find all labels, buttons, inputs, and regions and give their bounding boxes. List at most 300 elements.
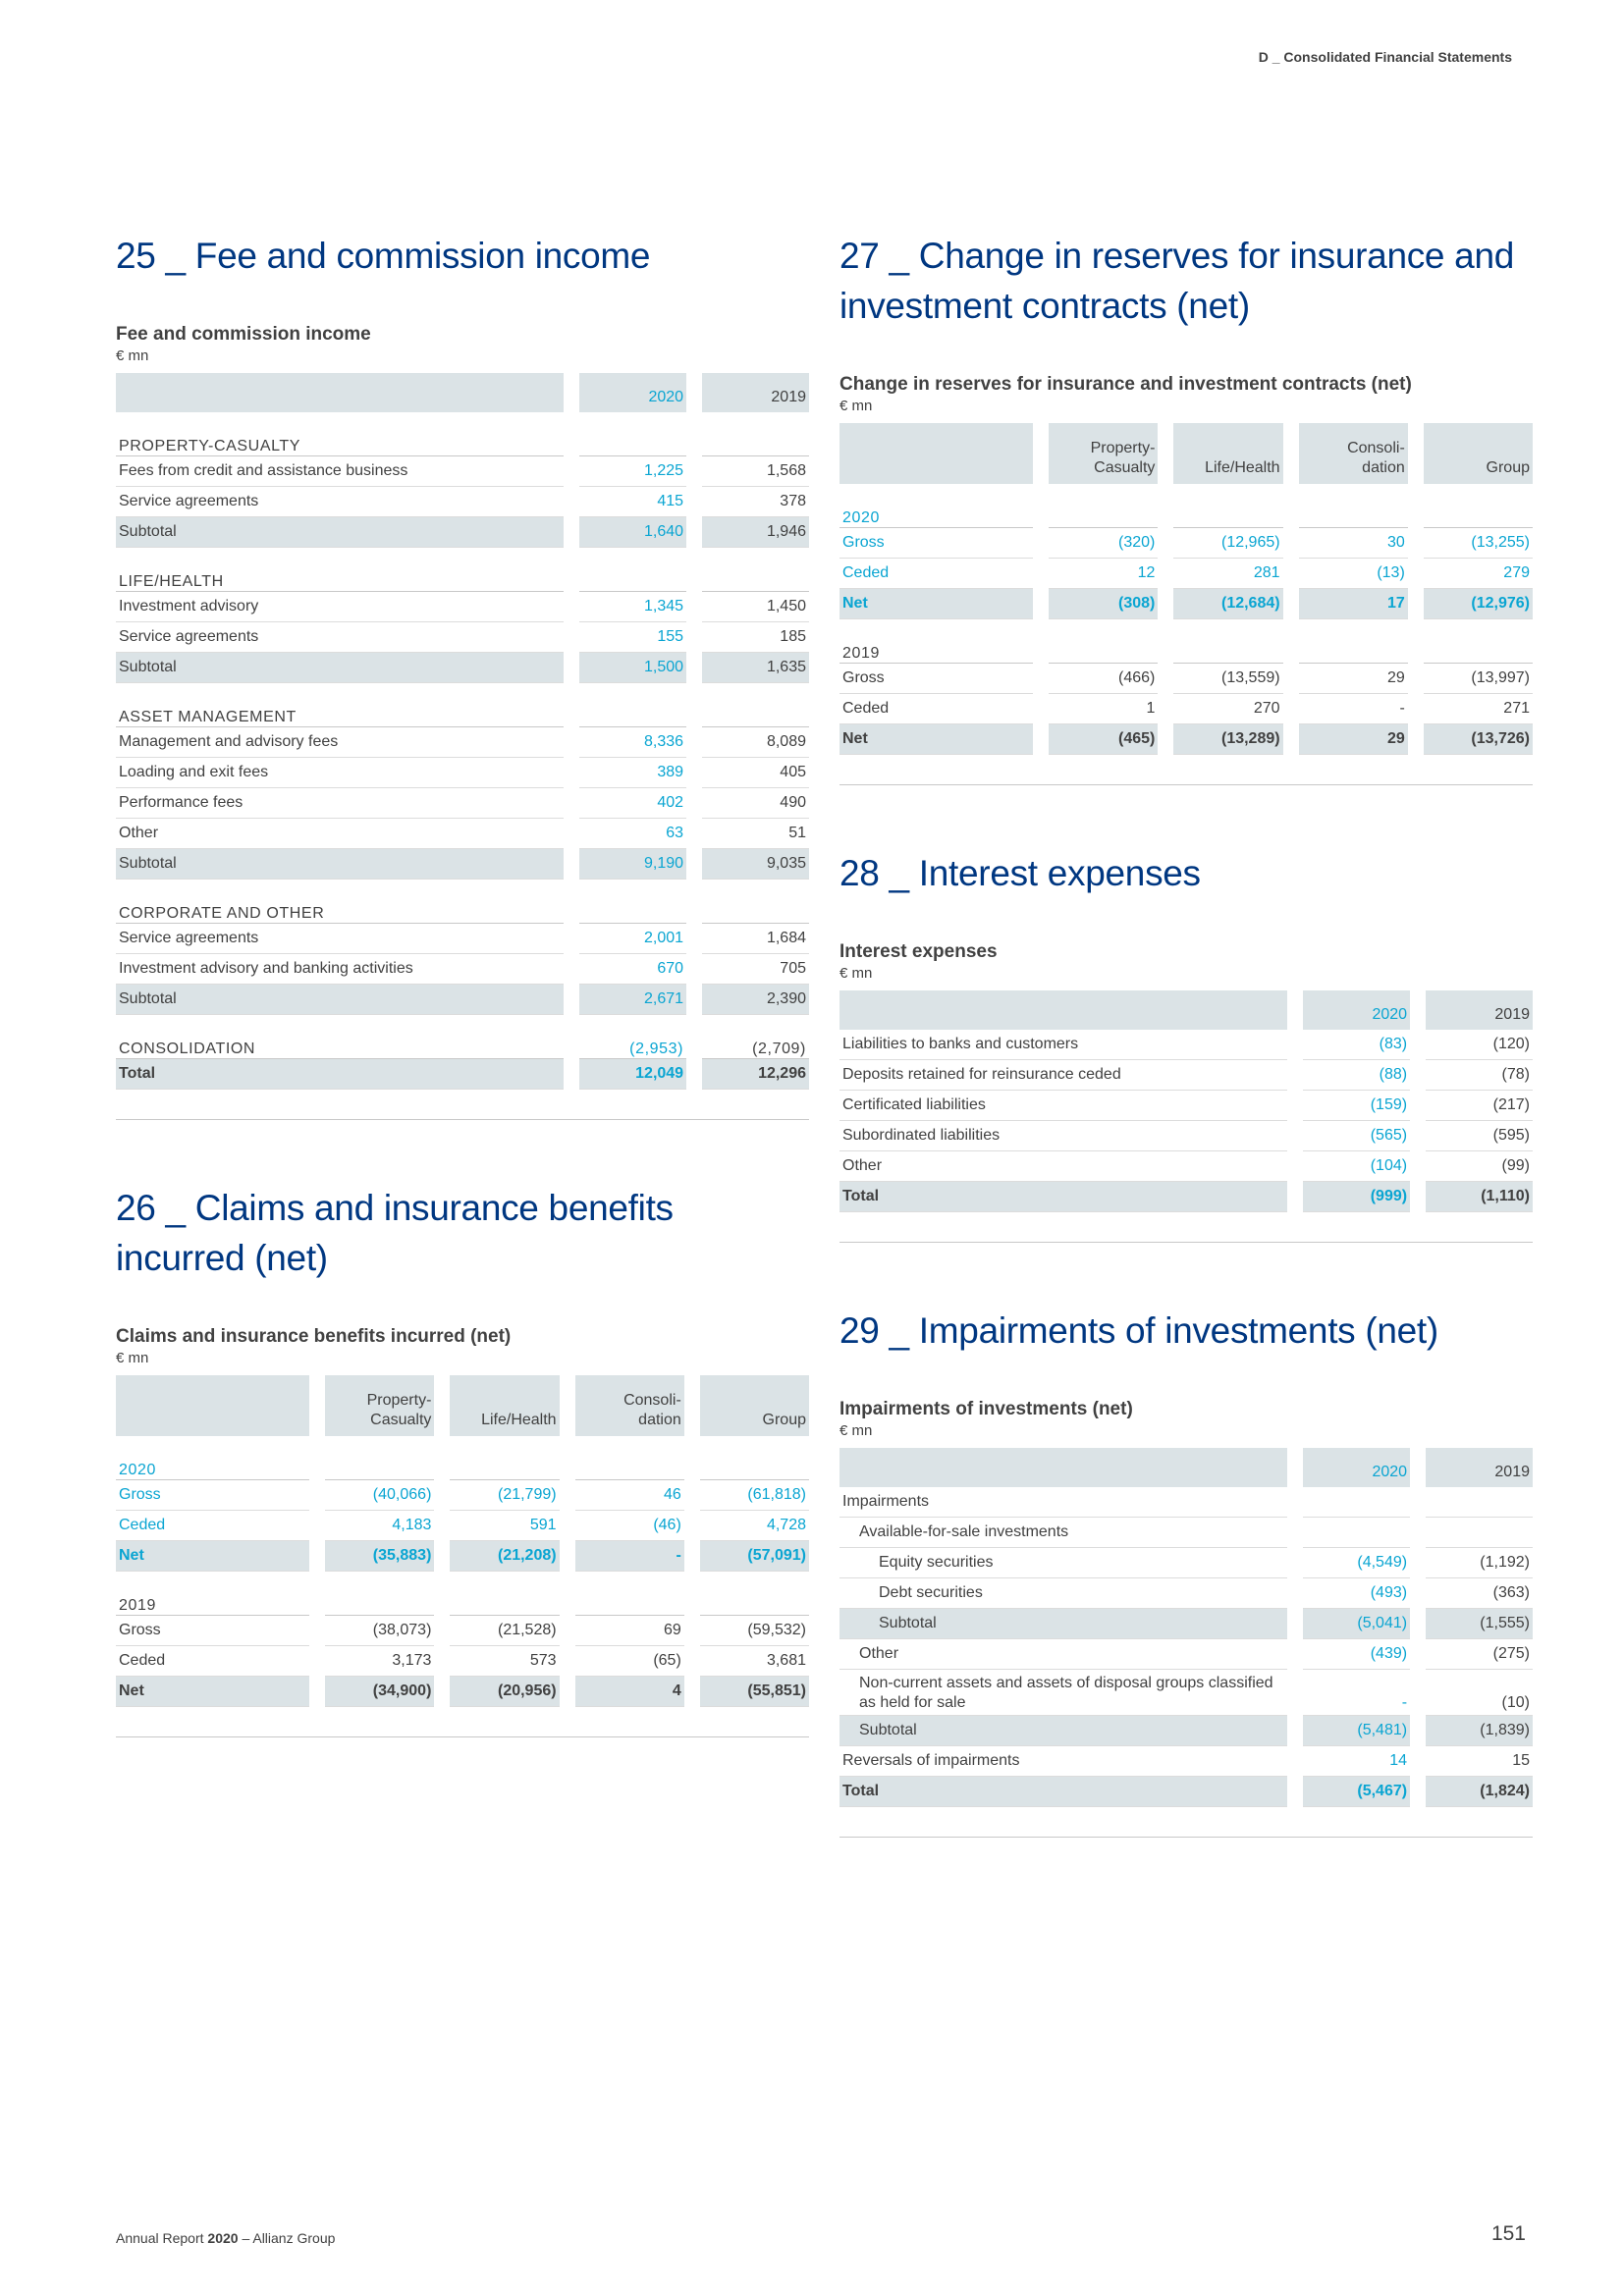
s25-table-title: Fee and commission income bbox=[116, 324, 371, 345]
empty-cell bbox=[702, 893, 809, 924]
value-2020: (493) bbox=[1303, 1578, 1410, 1609]
spacer-cell bbox=[579, 1015, 686, 1029]
spacer-cell bbox=[116, 880, 564, 893]
net-row bbox=[116, 1541, 809, 1572]
section-27-title: 27 _ Change in reserves for insurance and investment contracts (net) bbox=[839, 236, 1515, 326]
row-label: Subtotal bbox=[116, 517, 564, 548]
value-cell: (13,289) bbox=[1173, 724, 1282, 755]
value-cell: (21,208) bbox=[450, 1541, 559, 1572]
header-2020: 2020 bbox=[579, 373, 686, 412]
value-2020: 2,671 bbox=[579, 985, 686, 1015]
spacer-cell bbox=[450, 1436, 559, 1450]
group-label: CORPORATE AND OTHER bbox=[116, 893, 564, 924]
value-cell: 69 bbox=[575, 1616, 684, 1646]
group-header-row bbox=[116, 561, 809, 592]
value-2019: (2,709) bbox=[702, 1029, 809, 1059]
empty-cell bbox=[1299, 498, 1408, 528]
net-row bbox=[839, 724, 1533, 755]
value-2019: (99) bbox=[1426, 1151, 1533, 1182]
value-cell: 4,183 bbox=[325, 1511, 434, 1541]
spacer-cell bbox=[1299, 484, 1408, 498]
table-row bbox=[839, 1091, 1533, 1121]
row-label: Gross bbox=[839, 528, 1033, 559]
table-row bbox=[116, 924, 809, 954]
s26-table-title: Claims and insurance benefits incurred (net) bbox=[116, 1326, 512, 1347]
table-row bbox=[116, 1511, 809, 1541]
impairments-table bbox=[824, 1448, 1548, 1807]
subtotal-row bbox=[839, 1609, 1533, 1639]
row-label: Ceded bbox=[839, 694, 1033, 724]
s26-unit: € mn bbox=[116, 1350, 149, 1366]
value-cell: (12,684) bbox=[1173, 589, 1282, 619]
empty-cell bbox=[579, 893, 686, 924]
spacer-cell bbox=[702, 412, 809, 426]
group-header-row bbox=[116, 426, 809, 456]
row-label: Performance fees bbox=[116, 788, 564, 819]
spacer-cell bbox=[579, 412, 686, 426]
value-2019: 378 bbox=[702, 487, 809, 517]
value-2019: 1,946 bbox=[702, 517, 809, 548]
table-row bbox=[116, 788, 809, 819]
spacer-cell bbox=[1424, 619, 1533, 633]
value-2020: (5,041) bbox=[1303, 1609, 1410, 1639]
value-cell: 573 bbox=[450, 1646, 559, 1677]
empty-cell bbox=[579, 697, 686, 727]
row-label: Ceded bbox=[839, 559, 1033, 589]
value-2019: (1,824) bbox=[1426, 1777, 1533, 1807]
year-label: 2019 bbox=[116, 1585, 309, 1616]
footer-suffix: – Allianz Group bbox=[238, 2230, 336, 2246]
row-label: Other bbox=[839, 1639, 1287, 1670]
spacer-cell bbox=[1173, 484, 1282, 498]
value-2020: 14 bbox=[1303, 1746, 1410, 1777]
header-life-health: Life/Health bbox=[450, 1375, 559, 1436]
value-2020: 670 bbox=[579, 954, 686, 985]
spacer-cell bbox=[1049, 619, 1158, 633]
s27-table-title: Change in reserves for insurance and investment contracts (net) bbox=[839, 374, 1412, 395]
group-label: LIFE/HEALTH bbox=[116, 561, 564, 592]
spacer-cell bbox=[839, 619, 1033, 633]
spacer-cell bbox=[116, 412, 564, 426]
table-row bbox=[116, 1616, 809, 1646]
spacer-cell bbox=[579, 548, 686, 561]
section-28-title: 28 _ Interest expenses bbox=[839, 853, 1201, 893]
value-2019: 490 bbox=[702, 788, 809, 819]
empty-cell bbox=[1424, 498, 1533, 528]
value-cell: (55,851) bbox=[700, 1677, 809, 1707]
spacer-row bbox=[839, 619, 1533, 633]
spacer-cell bbox=[116, 548, 564, 561]
value-2020: (2,953) bbox=[579, 1029, 686, 1059]
table-row bbox=[839, 528, 1533, 559]
spacer-cell bbox=[1173, 619, 1282, 633]
row-label: Loading and exit fees bbox=[116, 758, 564, 788]
header-consolidation: Consoli- dation bbox=[1299, 423, 1408, 484]
value-cell: (59,532) bbox=[700, 1616, 809, 1646]
footer-report-title bbox=[116, 2230, 335, 2246]
value-cell: (13,726) bbox=[1424, 724, 1533, 755]
subtotal-row bbox=[839, 1716, 1533, 1746]
table-row bbox=[839, 1639, 1533, 1670]
year-row bbox=[839, 498, 1533, 528]
header-property-casualty: Property- Casualty bbox=[1049, 423, 1158, 484]
header-label bbox=[116, 1375, 309, 1436]
spacer-cell bbox=[116, 1436, 309, 1450]
section-29-title: 29 _ Impairments of investments (net) bbox=[839, 1310, 1438, 1351]
right-column bbox=[839, 231, 1533, 1838]
value-cell: 17 bbox=[1299, 589, 1408, 619]
value-2019: 9,035 bbox=[702, 849, 809, 880]
value-2019: 2,390 bbox=[702, 985, 809, 1015]
table-row bbox=[839, 1578, 1533, 1609]
s28-table-title: Interest expenses bbox=[839, 941, 998, 962]
value-2019: (120) bbox=[1426, 1030, 1533, 1060]
value-2020: 1,345 bbox=[579, 592, 686, 622]
empty-cell bbox=[579, 426, 686, 456]
row-label: Total bbox=[839, 1777, 1287, 1807]
value-2020: (5,481) bbox=[1303, 1716, 1410, 1746]
empty-cell bbox=[1426, 1518, 1533, 1548]
footer-year: 2020 bbox=[207, 2230, 239, 2246]
row-label: Ceded bbox=[116, 1511, 309, 1541]
net-row bbox=[839, 589, 1533, 619]
empty-cell bbox=[1426, 1487, 1533, 1518]
value-2020: 63 bbox=[579, 819, 686, 849]
empty-cell bbox=[1173, 498, 1282, 528]
left-column bbox=[116, 231, 809, 1737]
table-row bbox=[839, 664, 1533, 694]
empty-cell bbox=[325, 1450, 434, 1480]
value-cell: (13,559) bbox=[1173, 664, 1282, 694]
value-cell: (308) bbox=[1049, 589, 1158, 619]
value-2020: 155 bbox=[579, 622, 686, 653]
value-2019: (1,555) bbox=[1426, 1609, 1533, 1639]
value-cell: 271 bbox=[1424, 694, 1533, 724]
table-row bbox=[839, 694, 1533, 724]
value-2019: 12,296 bbox=[702, 1059, 809, 1090]
table-row bbox=[839, 1121, 1533, 1151]
row-label: CONSOLIDATION bbox=[116, 1029, 564, 1059]
row-label: Service agreements bbox=[116, 622, 564, 653]
consolidation-row bbox=[116, 1029, 809, 1059]
spacer-cell bbox=[702, 548, 809, 561]
footer-prefix: Annual Report bbox=[116, 2230, 208, 2246]
spacer-row bbox=[839, 484, 1533, 498]
value-2020: 8,336 bbox=[579, 727, 686, 758]
value-2019: 1,635 bbox=[702, 653, 809, 683]
header-2020: 2020 bbox=[1303, 1448, 1410, 1487]
spacer-cell bbox=[1049, 484, 1158, 498]
value-2019: 405 bbox=[702, 758, 809, 788]
value-2020: (4,549) bbox=[1303, 1548, 1410, 1578]
row-label: Deposits retained for reinsurance ceded bbox=[839, 1060, 1287, 1091]
row-label: Certificated liabilities bbox=[839, 1091, 1287, 1121]
s25-body bbox=[116, 412, 809, 1090]
empty-cell bbox=[700, 1585, 809, 1616]
value-2019: (1,110) bbox=[1426, 1182, 1533, 1212]
year-row bbox=[116, 1450, 809, 1480]
empty-cell bbox=[1049, 498, 1158, 528]
header-group: Group bbox=[700, 1375, 809, 1436]
table-row bbox=[839, 1030, 1533, 1060]
year-label: 2020 bbox=[839, 498, 1033, 528]
row-label: Gross bbox=[839, 664, 1033, 694]
spacer-row bbox=[116, 412, 809, 426]
s27-unit: € mn bbox=[839, 398, 873, 414]
header-consolidation: Consoli- dation bbox=[575, 1375, 684, 1436]
table-row bbox=[839, 1670, 1533, 1716]
value-2019: 1,568 bbox=[702, 456, 809, 487]
row-label: Subtotal bbox=[116, 849, 564, 880]
s28-unit: € mn bbox=[839, 965, 873, 982]
value-cell: 4 bbox=[575, 1677, 684, 1707]
s26-end-rule bbox=[116, 1736, 809, 1737]
row-label: Net bbox=[116, 1541, 309, 1572]
value-2020: (83) bbox=[1303, 1030, 1410, 1060]
value-2020: 12,049 bbox=[579, 1059, 686, 1090]
value-2019: (595) bbox=[1426, 1121, 1533, 1151]
spacer-row bbox=[116, 1436, 809, 1450]
value-cell: (12,976) bbox=[1424, 589, 1533, 619]
value-cell: (35,883) bbox=[325, 1541, 434, 1572]
value-cell: (34,900) bbox=[325, 1677, 434, 1707]
row-label: Non-current assets and assets of disposal groups classified as held for sale bbox=[839, 1670, 1287, 1716]
spacer-cell bbox=[116, 1015, 564, 1029]
interest-expenses-table bbox=[824, 990, 1548, 1212]
header-2020: 2020 bbox=[1303, 990, 1410, 1030]
row-label: Ceded bbox=[116, 1646, 309, 1677]
row-label: Subtotal bbox=[839, 1609, 1287, 1639]
value-cell: (20,956) bbox=[450, 1677, 559, 1707]
table-row bbox=[116, 1480, 809, 1511]
group-header-row bbox=[116, 893, 809, 924]
spacer-cell bbox=[702, 683, 809, 697]
row-label: Service agreements bbox=[116, 487, 564, 517]
table-row bbox=[116, 487, 809, 517]
row-label: Net bbox=[116, 1677, 309, 1707]
section-25-title: 25 _ Fee and commission income bbox=[116, 236, 651, 276]
table-row bbox=[116, 727, 809, 758]
total-row bbox=[839, 1777, 1533, 1807]
row-label: Debt securities bbox=[839, 1578, 1287, 1609]
subtotal-row bbox=[116, 849, 809, 880]
table-row bbox=[116, 758, 809, 788]
claims-benefits-table bbox=[100, 1375, 825, 1707]
impairments-label-row bbox=[839, 1487, 1533, 1518]
spacer-cell bbox=[702, 1015, 809, 1029]
value-cell: 12 bbox=[1049, 559, 1158, 589]
row-label: Total bbox=[839, 1182, 1287, 1212]
spacer-cell bbox=[575, 1436, 684, 1450]
value-cell: (65) bbox=[575, 1646, 684, 1677]
value-cell: 4,728 bbox=[700, 1511, 809, 1541]
value-cell: (38,073) bbox=[325, 1616, 434, 1646]
value-2019: 1,684 bbox=[702, 924, 809, 954]
value-2020: - bbox=[1303, 1670, 1410, 1716]
year-label: 2020 bbox=[116, 1450, 309, 1480]
section-26-title: 26 _ Claims and insurance benefits incurred (net) bbox=[116, 1188, 674, 1278]
s25-unit: € mn bbox=[116, 347, 149, 364]
row-label: Gross bbox=[116, 1480, 309, 1511]
table-row bbox=[116, 456, 809, 487]
value-2019: (217) bbox=[1426, 1091, 1533, 1121]
value-2019: (78) bbox=[1426, 1060, 1533, 1091]
header-life-health: Life/Health bbox=[1173, 423, 1282, 484]
empty-cell bbox=[450, 1450, 559, 1480]
subtotal-row bbox=[116, 517, 809, 548]
empty-cell bbox=[579, 561, 686, 592]
value-cell: 3,173 bbox=[325, 1646, 434, 1677]
empty-cell bbox=[325, 1585, 434, 1616]
spacer-row bbox=[116, 1015, 809, 1029]
header-group: Group bbox=[1424, 423, 1533, 484]
value-2020: (104) bbox=[1303, 1151, 1410, 1182]
row-label: Subtotal bbox=[116, 985, 564, 1015]
header-2019: 2019 bbox=[1426, 1448, 1533, 1487]
value-2019: 1,450 bbox=[702, 592, 809, 622]
value-2019: 15 bbox=[1426, 1746, 1533, 1777]
empty-cell bbox=[702, 561, 809, 592]
value-cell: (40,066) bbox=[325, 1480, 434, 1511]
row-label: Impairments bbox=[839, 1487, 1287, 1518]
spacer-cell bbox=[325, 1572, 434, 1585]
value-cell: (61,818) bbox=[700, 1480, 809, 1511]
group-header-row bbox=[116, 697, 809, 727]
group-label: ASSET MANAGEMENT bbox=[116, 697, 564, 727]
subtotal-row bbox=[116, 653, 809, 683]
afs-label-row bbox=[839, 1518, 1533, 1548]
value-2019: 705 bbox=[702, 954, 809, 985]
row-label: Service agreements bbox=[116, 924, 564, 954]
value-cell: (12,965) bbox=[1173, 528, 1282, 559]
header-property-casualty: Property- Casualty bbox=[325, 1375, 434, 1436]
spacer-cell bbox=[579, 880, 686, 893]
empty-cell bbox=[700, 1450, 809, 1480]
value-2019: 185 bbox=[702, 622, 809, 653]
spacer-cell bbox=[575, 1572, 684, 1585]
value-2019: (363) bbox=[1426, 1578, 1533, 1609]
header-2019: 2019 bbox=[702, 373, 809, 412]
table-row bbox=[839, 1746, 1533, 1777]
spacer-cell bbox=[325, 1436, 434, 1450]
value-2020: 9,190 bbox=[579, 849, 686, 880]
row-label: Total bbox=[116, 1059, 564, 1090]
table-row bbox=[839, 1548, 1533, 1578]
value-cell: 29 bbox=[1299, 664, 1408, 694]
s26-body bbox=[116, 1375, 809, 1707]
value-2020: (159) bbox=[1303, 1091, 1410, 1121]
empty-cell bbox=[450, 1585, 559, 1616]
value-cell: (13,255) bbox=[1424, 528, 1533, 559]
value-cell: 270 bbox=[1173, 694, 1282, 724]
header-label bbox=[116, 373, 564, 412]
fee-commission-table bbox=[100, 373, 825, 1090]
value-cell: 3,681 bbox=[700, 1646, 809, 1677]
header-label bbox=[839, 1448, 1287, 1487]
value-2020: 1,225 bbox=[579, 456, 686, 487]
row-label: Subtotal bbox=[116, 653, 564, 683]
empty-cell bbox=[702, 697, 809, 727]
row-label: Subordinated liabilities bbox=[839, 1121, 1287, 1151]
empty-cell bbox=[575, 1450, 684, 1480]
total-row bbox=[116, 1059, 809, 1090]
value-cell: 30 bbox=[1299, 528, 1408, 559]
table-row bbox=[839, 1151, 1533, 1182]
value-2020: 1,640 bbox=[579, 517, 686, 548]
spacer-cell bbox=[116, 1572, 309, 1585]
spacer-cell bbox=[702, 880, 809, 893]
value-cell: 29 bbox=[1299, 724, 1408, 755]
row-label: Reversals of impairments bbox=[839, 1746, 1287, 1777]
value-cell: 281 bbox=[1173, 559, 1282, 589]
value-2020: (88) bbox=[1303, 1060, 1410, 1091]
header-label bbox=[839, 990, 1287, 1030]
row-label: Net bbox=[839, 724, 1033, 755]
table-row bbox=[116, 819, 809, 849]
empty-cell bbox=[1303, 1518, 1410, 1548]
value-cell: (13,997) bbox=[1424, 664, 1533, 694]
value-2020: 402 bbox=[579, 788, 686, 819]
empty-cell bbox=[1424, 633, 1533, 664]
spacer-cell bbox=[700, 1572, 809, 1585]
value-2019: (275) bbox=[1426, 1639, 1533, 1670]
value-2020: 1,500 bbox=[579, 653, 686, 683]
spacer-cell bbox=[1424, 484, 1533, 498]
spacer-row bbox=[116, 548, 809, 561]
row-label: Investment advisory and banking activities bbox=[116, 954, 564, 985]
spacer-row bbox=[116, 880, 809, 893]
spacer-row bbox=[116, 683, 809, 697]
value-cell: - bbox=[575, 1541, 684, 1572]
page-number: 151 bbox=[1490, 2222, 1526, 2245]
row-label: Subtotal bbox=[839, 1716, 1287, 1746]
empty-cell bbox=[1303, 1487, 1410, 1518]
empty-cell bbox=[575, 1585, 684, 1616]
value-cell: (465) bbox=[1049, 724, 1158, 755]
value-cell: 1 bbox=[1049, 694, 1158, 724]
row-label: Equity securities bbox=[839, 1548, 1287, 1578]
table-row bbox=[116, 622, 809, 653]
subtotal-row bbox=[116, 985, 809, 1015]
s28-body bbox=[839, 1030, 1533, 1212]
value-2019: 51 bbox=[702, 819, 809, 849]
value-cell: (46) bbox=[575, 1511, 684, 1541]
s27-body bbox=[839, 423, 1533, 755]
table-row bbox=[839, 559, 1533, 589]
value-2020: (5,467) bbox=[1303, 1777, 1410, 1807]
net-row bbox=[116, 1677, 809, 1707]
spacer-cell bbox=[700, 1436, 809, 1450]
value-2020: 415 bbox=[579, 487, 686, 517]
running-head: D _ Consolidated Financial Statements bbox=[1258, 49, 1512, 65]
empty-cell bbox=[1049, 633, 1158, 664]
value-cell: (21,528) bbox=[450, 1616, 559, 1646]
value-cell: 46 bbox=[575, 1480, 684, 1511]
year-row bbox=[839, 633, 1533, 664]
empty-cell bbox=[1299, 633, 1408, 664]
spacer-cell bbox=[839, 484, 1033, 498]
value-cell: (320) bbox=[1049, 528, 1158, 559]
value-2019: (10) bbox=[1426, 1670, 1533, 1716]
value-2019: 8,089 bbox=[702, 727, 809, 758]
value-cell: (13) bbox=[1299, 559, 1408, 589]
row-label: Fees from credit and assistance business bbox=[116, 456, 564, 487]
value-cell: 591 bbox=[450, 1511, 559, 1541]
row-label: Other bbox=[839, 1151, 1287, 1182]
row-label: Investment advisory bbox=[116, 592, 564, 622]
reserves-change-table bbox=[824, 423, 1548, 755]
value-2020: (565) bbox=[1303, 1121, 1410, 1151]
